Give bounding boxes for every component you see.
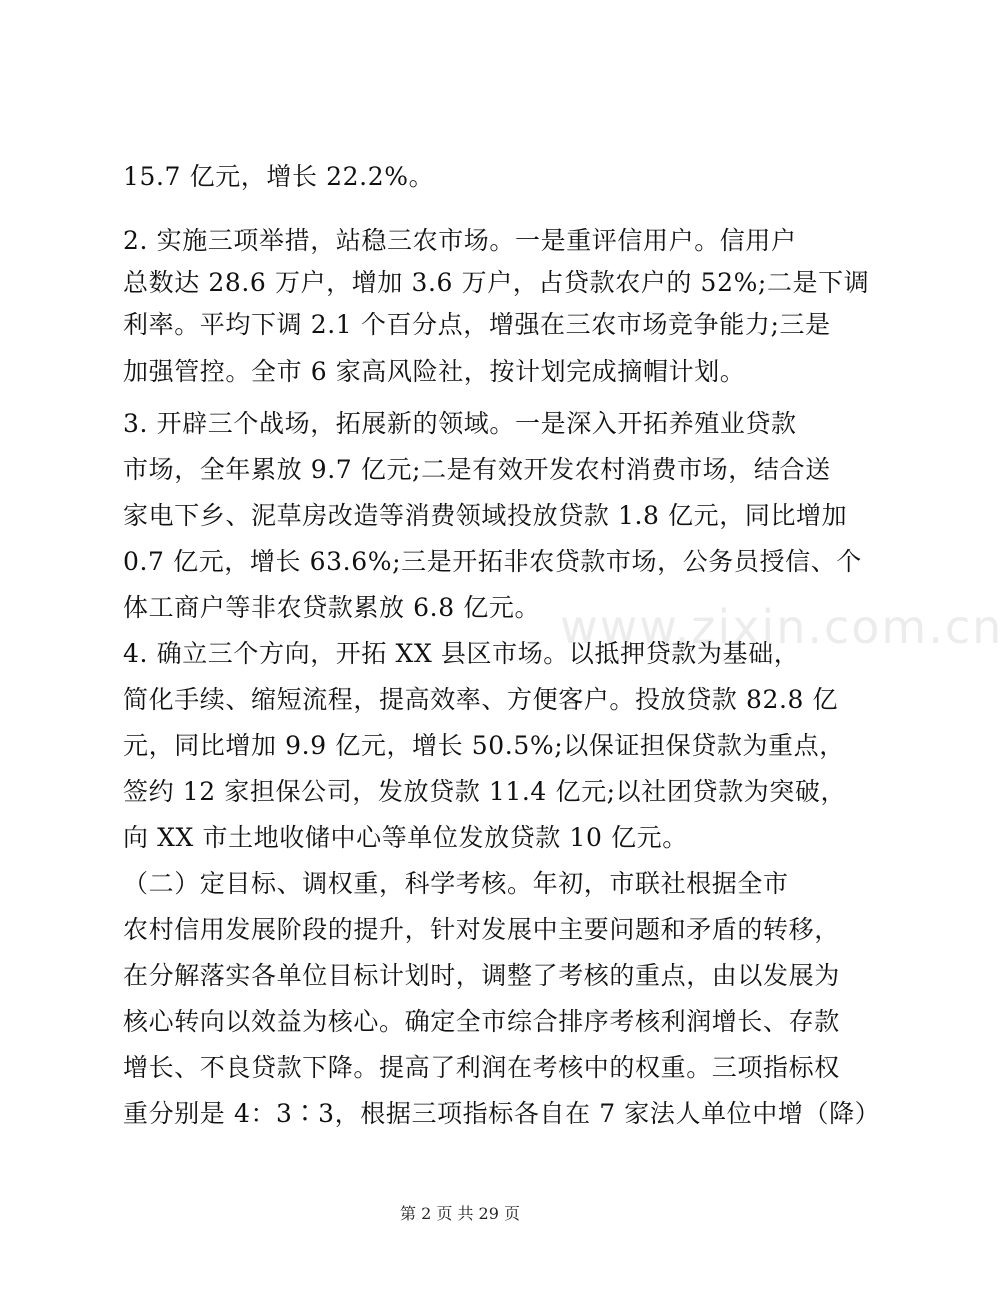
- text-line: 体工商户等非农贷款累放 6.8 亿元。: [123, 593, 541, 622]
- text-line: 农村信用发展阶段的提升，针对发展中主要问题和矛盾的转移，: [123, 915, 840, 944]
- text-line: （二）定目标、调权重，科学考核。年初，市联社根据全市: [123, 869, 789, 898]
- text-line: 在分解落实各单位目标计划时，调整了考核的重点，由以发展为: [123, 961, 840, 990]
- text-line: 加强管控。全市 6 家高风险社，按计划完成摘帽计划。: [123, 357, 746, 386]
- text-line: 元，同比增加 9.9 亿元，增长 50.5%;以保证担保贷款为重点，: [123, 731, 845, 760]
- page-footer: 第 2 页 共 29 页: [400, 1204, 520, 1223]
- text-line: 3. 开辟三个战场，拓展新的领域。一是深入开拓养殖业贷款: [123, 409, 797, 438]
- text-line: 2. 实施三项举措，站稳三农市场。一是重评信用户。信用户: [123, 226, 797, 255]
- watermark: www.zixin.com.cn: [560, 600, 1003, 654]
- text-line: 签约 12 家担保公司，发放贷款 11.4 亿元;以社团贷款为突破，: [123, 777, 847, 806]
- text-line: 利率。平均下调 2.1 个百分点，增强在三农市场竞争能力;三是: [123, 310, 831, 339]
- text-line: 家电下乡、泥草房改造等消费领域投放贷款 1.8 亿元，同比增加: [123, 501, 848, 530]
- text-line: 重分别是 4：3∶3，根据三项指标各自在 7 家法人单位中增（降）: [123, 1099, 881, 1128]
- text-line: 0.7 亿元，增长 63.6%;三是开拓非农贷款市场，公务员授信、个: [123, 547, 862, 576]
- text-line: 15.7 亿元，增长 22.2%。: [123, 162, 435, 191]
- text-line: 市场，全年累放 9.7 亿元;二是有效开发农村消费市场，结合送: [123, 455, 831, 484]
- text-line: 增长、不良贷款下降。提高了利润在考核中的权重。三项指标权: [123, 1053, 840, 1082]
- text-line: 向 XX 市土地收储中心等单位发放贷款 10 亿元。: [123, 823, 688, 852]
- text-line: 核心转向以效益为核心。确定全市综合排序考核利润增长、存款: [123, 1007, 840, 1036]
- text-line: 4. 确立三个方向，开拓 XX 县区市场。以抵押贷款为基础，: [123, 639, 800, 668]
- text-line: 总数达 28.6 万户，增加 3.6 万户，占贷款农户的 52%;二是下调: [123, 268, 870, 297]
- text-line: 简化手续、缩短流程，提高效率、方便客户。投放贷款 82.8 亿: [123, 685, 839, 714]
